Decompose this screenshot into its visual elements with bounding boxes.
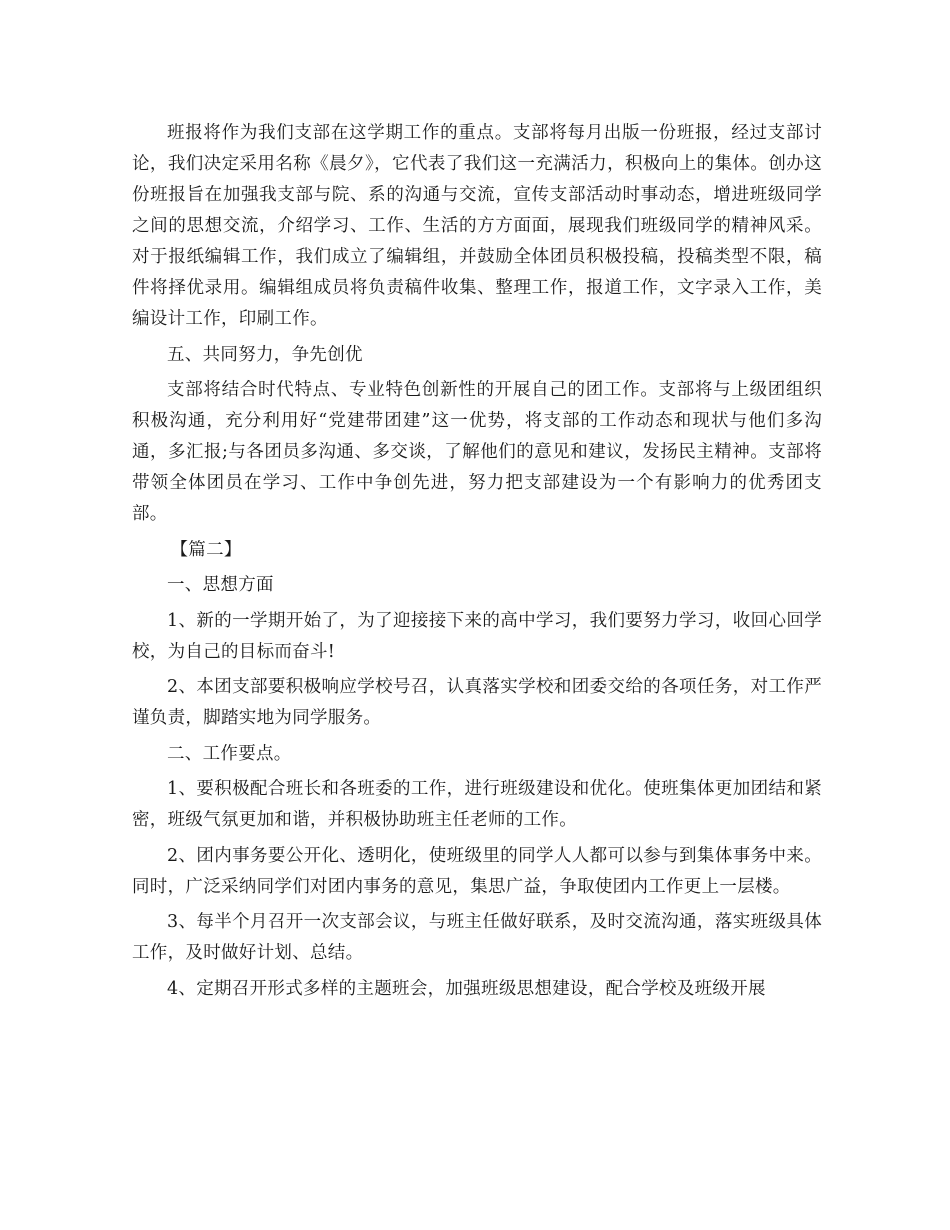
heading-work-points: 二、工作要点。: [167, 743, 292, 764]
paragraph-work-point-1: 1、要积极配合班长和各班委的工作，进行班级建设和优化。使班集体更加团结和紧密，班级气氛更加和谐，并积极协助班主任老师的工作。: [132, 779, 822, 830]
document-body: [132, 118, 822, 1009]
heading-ideology: 一、思想方面: [167, 575, 274, 595]
paragraph-ideology-2: 2、本团支部要积极响应学校号召，认真落实学校和团委交给的各项任务，对工作严谨负责，脚踏实地为同学服务。: [132, 677, 822, 728]
heading-work-together: 五、共同努力，争先创优: [167, 344, 363, 365]
paragraph-work-point-4: 4、定期召开形式多样的主题班会，加强班级思想建设，配合学校及班级开展: [167, 978, 766, 999]
paragraph-work-point-2: 2、团内事务要公开化、透明化，使班级里的同学人人都可以参与到集体事务中来。同时，广泛采纳同学们对团内事务的意见，集思广益，争取使团内工作更上一层楼。: [132, 845, 822, 897]
paragraph-class-newspaper: 班报将作为我们支部在这学期工作的重点。支部将每月出版一份班报，经过支部讨论，我们决定采用名称《晨夕》，它代表了我们这一充满活力，积极向上的集体。创办这份班报旨在加强我支部与院、系的沟通与交流，宣传支部活动时事动态，增进班级同学之间的思想交流，介绍学习、工作、生活的方方面面，展现我们班级同学的精神风采。对于报纸编辑工作，我们成立了编辑组，并鼓励全体团员积极投稿，投稿类型不限，稿件将择优录用。编辑组成员将负责稿件收集、整理工作，报道工作，文字录入工作，美编设计工作，印刷工作。: [132, 123, 822, 329]
section-marker-part-two: 【篇二】: [170, 539, 242, 560]
paragraph-work-point-3: 3、每半个月召开一次支部会议，与班主任做好联系，及时交流沟通，落实班级具体工作，及时做好计划、总结。: [132, 912, 822, 963]
paragraph-innovation: 支部将结合时代特点、专业特色创新性的开展自己的团工作。支部将与上级团组织积极沟通，充分利用好“党建带团建”这一优势，将支部的工作动态和现状与他们多沟通，多汇报;与各团员多沟通、多交谈，了解他们的意见和建议，发扬民主精神。支部将带领全体团员在学习、工作中争创先进，努力把支部建设为一个有影响力的优秀团支部。: [132, 380, 822, 524]
paragraph-ideology-1: 1、新的一学期开始了，为了迎接接下来的高中学习，我们要努力学习，收回心回学校，为自己的目标而奋斗!: [132, 610, 822, 662]
